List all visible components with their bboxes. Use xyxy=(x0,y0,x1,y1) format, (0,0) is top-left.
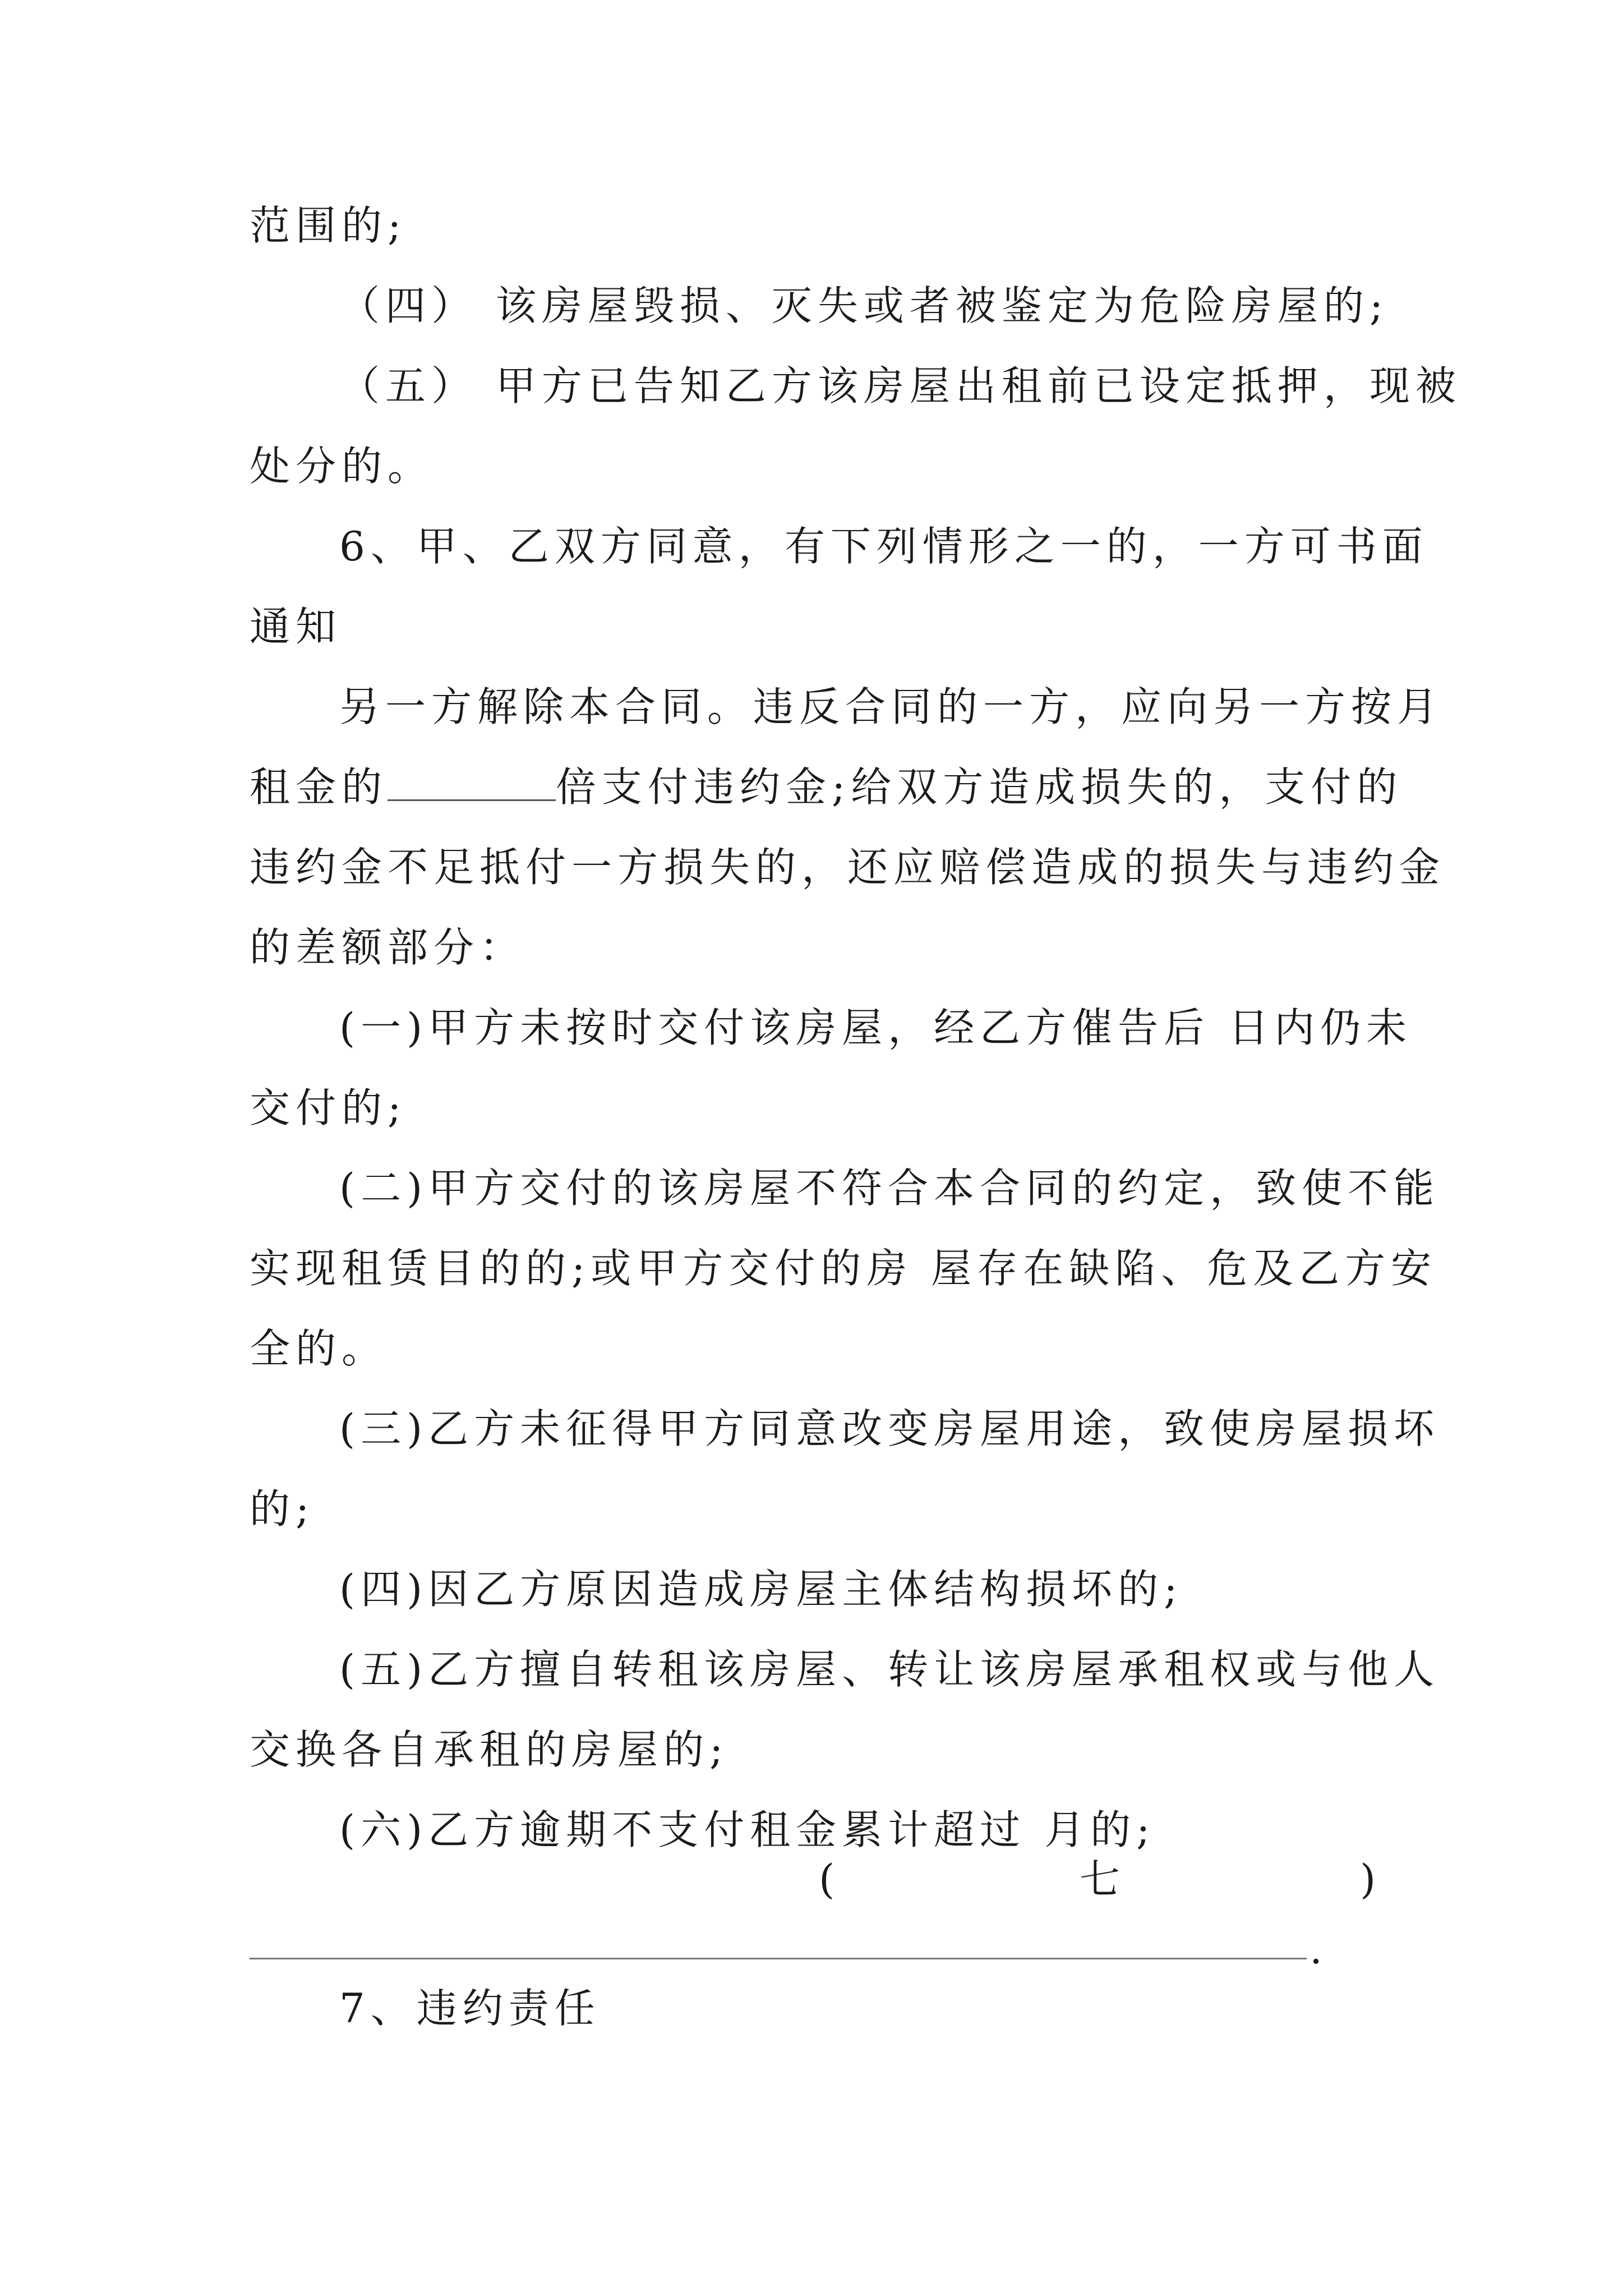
text-line: (一)甲方未按时交付该房屋，经乙方催告后 日内仍未 xyxy=(339,1004,1413,1051)
text-line xyxy=(250,759,1403,815)
text-line: (二)甲方交付的该房屋不符合本合同的约定，致使不能 xyxy=(339,1165,1440,1212)
text-line: 的差额部分： xyxy=(250,924,526,971)
text-line: 实现租赁目的的;或甲方交付的房 屋存在缺陷、危及乙方安 xyxy=(250,1245,1437,1292)
text-line: 处分的。 xyxy=(250,443,434,490)
text-line: 的; xyxy=(250,1485,315,1533)
text-line: （五） 甲方已告知乙方该房屋出租前已设定抵押，现被 xyxy=(339,362,1461,409)
text-line: (三)乙方未征得甲方同意改变房屋用途，致使房屋损坏 xyxy=(339,1405,1440,1452)
text-line: 范围的; xyxy=(250,202,407,249)
text-line: (五)乙方擅自转租该房屋、转让该房屋承租权或与他人 xyxy=(339,1646,1440,1693)
item-seven-label: 七 xyxy=(1080,1856,1121,1903)
text-line: （四） 该房屋毁损、灭失或者被鉴定为危险房屋的; xyxy=(339,282,1389,329)
section-heading: 7、违约责任 xyxy=(339,1985,601,2032)
text-fragment: 租金的 xyxy=(250,763,388,811)
text-line: 交换各自承租的房屋的; xyxy=(250,1726,729,1773)
text-line: 全的。 xyxy=(250,1325,388,1372)
item-seven-open-paren: ( xyxy=(819,1856,835,1903)
text-line: 交付的; xyxy=(250,1084,407,1131)
text-line: (六)乙方逾期不支付租金累计超过 月的; xyxy=(339,1806,1156,1853)
text-line: 通知 xyxy=(250,603,342,650)
fill-in-blank xyxy=(388,765,556,801)
rule-end-period: . xyxy=(1310,1926,1322,1973)
text-line: (四)因乙方原因造成房屋主体结构损坏的; xyxy=(339,1566,1183,1613)
text-line: 6、甲、乙双方同意，有下列情形之一的，一方可书面 xyxy=(339,523,1428,570)
item-seven-close-paren: ) xyxy=(1360,1856,1376,1903)
text-line: 另一方解除本合同。违反合同的一方，应向另一方按月 xyxy=(339,683,1444,730)
text-line: 违约金不足抵付一方损失的，还应赔偿造成的损失与违约金 xyxy=(250,844,1446,891)
text-fragment: 倍支付违约金;给双方造成损失的，支付的 xyxy=(556,763,1403,811)
fill-in-rule xyxy=(250,1958,1307,1959)
